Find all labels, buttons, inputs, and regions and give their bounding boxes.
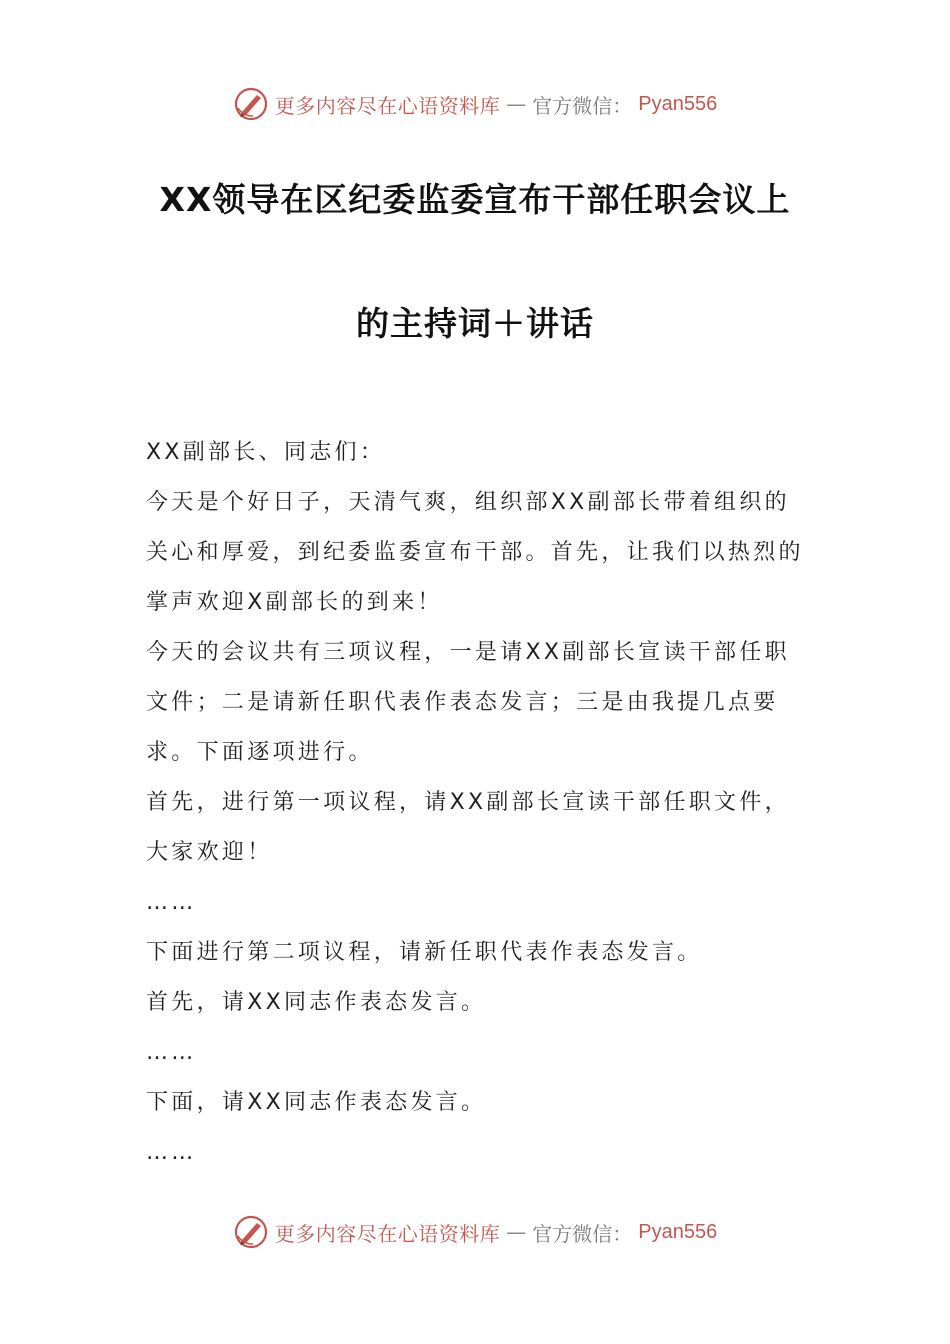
body-paragraph: 下面，请XX同志作表态发言。 <box>146 1090 487 1115</box>
body-paragraph: 今天是个好日子，天清气爽，组织部XX副部长带着组织的关心和厚爱，到纪委监委宣布干部。首先，让我们以热烈的掌声欢迎X副部长的到来！ <box>146 490 804 615</box>
body-ellipsis: …… <box>146 890 197 915</box>
header-wechat-id: Pyan556 <box>638 92 718 115</box>
header-brand-text: 更多内容尽在心语资料库 <box>274 93 501 118</box>
body-ellipsis: …… <box>146 1140 197 1165</box>
body-ellipsis: …… <box>146 1040 197 1065</box>
footer-watermark <box>0 1210 950 1254</box>
document-title-line-1: XX领导在区纪委监委宣布干部任职会议上 <box>159 180 791 219</box>
body-paragraph: 首先，进行第一项议程，请XX副部长宣读干部任职文件，大家欢迎！ <box>146 790 790 865</box>
footer-brand-text: 更多内容尽在心语资料库 <box>274 1221 501 1246</box>
pen-logo-icon <box>233 1214 269 1250</box>
document-title-line-2: 的主持词＋讲话 <box>356 304 594 343</box>
header-dash: — <box>506 92 527 116</box>
document-body <box>146 428 814 1178</box>
body-paragraph: 下面进行第二项议程，请新任职代表作表态发言。 <box>146 940 703 965</box>
footer-official-label: 官方微信： <box>532 1221 633 1246</box>
footer-dash: — <box>506 1220 527 1244</box>
header-watermark <box>0 82 950 126</box>
footer-wechat-id: Pyan556 <box>638 1220 718 1243</box>
body-paragraph: XX副部长、同志们： <box>146 440 386 465</box>
body-paragraph: 首先，请XX同志作表态发言。 <box>146 990 487 1015</box>
pen-logo-icon <box>233 86 269 122</box>
header-official-label: 官方微信： <box>532 93 633 118</box>
body-paragraph: 今天的会议共有三项议程，一是请XX副部长宣读干部任职文件；二是请新任职代表作表态发言；三是由我提几点要求。下面逐项进行。 <box>146 640 790 765</box>
